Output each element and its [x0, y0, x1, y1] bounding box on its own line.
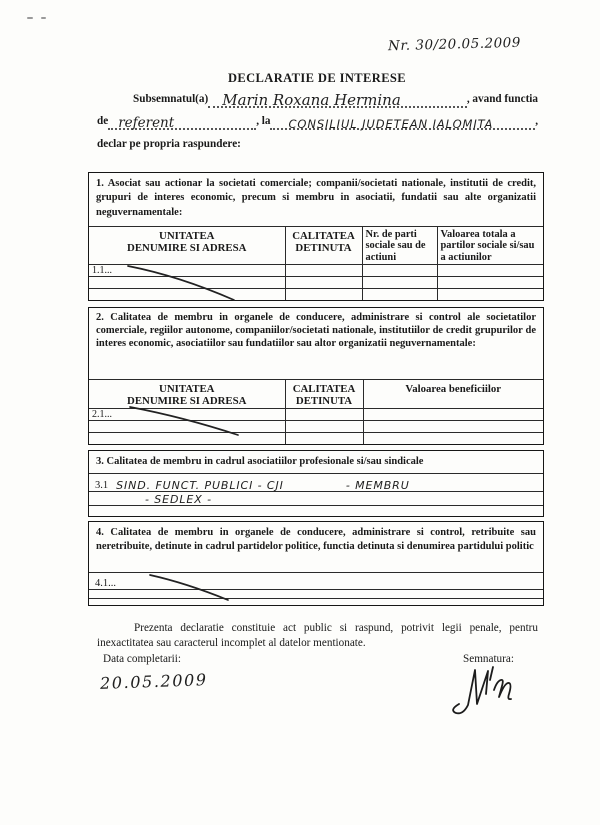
section-2-table [89, 379, 543, 444]
de-label: de [97, 114, 109, 127]
document-title: DECLARATIE DE INTERESE [227, 71, 407, 85]
row-label-cell: 2.1... [89, 408, 285, 420]
signature [445, 658, 523, 716]
header-line: DETINUTA [295, 395, 353, 408]
empty-cell [437, 264, 543, 276]
table-row [89, 432, 543, 444]
section-4-row-3 [89, 598, 543, 605]
union-entry-handwritten: SIND. FUNCT. PUBLICI - CJI [116, 479, 284, 493]
date-handwritten: 20.05.2009 [99, 670, 208, 693]
avand-functia-label: , avand functia [466, 93, 538, 105]
section-1-header-row [89, 226, 543, 264]
scan-speck [27, 17, 33, 19]
section-4-row-2 [89, 589, 543, 598]
header-cell-unitatea [89, 380, 285, 408]
empty-cell [285, 264, 362, 276]
empty-cell [437, 276, 543, 288]
empty-cell [285, 276, 362, 288]
empty-cell [362, 288, 437, 300]
signature-label: Semnatura: [463, 653, 514, 665]
empty-cell [285, 420, 363, 432]
section-4-box [88, 521, 544, 606]
empty-cell [285, 288, 362, 300]
scan-speck [41, 17, 46, 19]
union-role-handwritten: - MEMBRU [345, 479, 410, 493]
header-line: DENUMIRE SI ADRESA [127, 395, 247, 408]
section-2-heading: 2. Calitatea de membru in organele de conducere, administrare si control ale societatilor comerciale, regiilor autonome, companiilor/societati nationale, institutiilor de credit grupurilor de interes economic, asociatiilor sau fundatiilor sau altor organizatii neguvernamentale: [96, 312, 536, 349]
row-label-cell: 1.1... [89, 264, 285, 276]
institution-handwritten: CONSILIUL JUDETEAN IALOMITA [288, 116, 494, 131]
section-4-row-1 [89, 572, 543, 589]
union-name2-handwritten: - SEDLEX - [145, 493, 212, 507]
section-1-box [88, 172, 544, 301]
section-3-row-3 [89, 505, 543, 516]
declarant-name-handwritten: Marin Roxana Hermina [222, 91, 401, 109]
header-cell-nr-parti: Nr. de parti sociale sau de actiuni [362, 226, 437, 264]
header-cell-valoarea-beneficiilor: Valoarea beneficiilor [363, 380, 543, 408]
header-line: CALITATEA [292, 383, 356, 396]
section-3-row-2 [89, 491, 543, 505]
section-2-box [88, 307, 544, 445]
section-3-heading: 3. Calitatea de membru in cadrul asociatiilor profesionale si/sau sindicale [96, 456, 424, 467]
header-line: CALITATEA [292, 229, 355, 242]
subsemnatul-label: Subsemnatul(a) [133, 93, 209, 105]
section-4-heading: 4. Calitatea de membru in organele de conducere, administrare si control, retribuite sau neretribuite, detinute in cadrul partidelor politice, functia detinuta si denumirea partidului politic [96, 527, 536, 553]
intro-line-2 [97, 115, 538, 137]
declaration-lead: declar pe propria raspundere: [97, 138, 241, 150]
section-3-box [88, 450, 544, 517]
row-label: 3.1 [95, 480, 109, 492]
empty-cell [362, 264, 437, 276]
table-row [89, 420, 543, 432]
header-line: DETINUTA [295, 241, 352, 254]
trailing-comma: , [535, 114, 538, 127]
row-label: 4.1... [95, 578, 116, 589]
empty-cell [89, 276, 285, 288]
intro-line-1 [97, 93, 538, 115]
header-line: DENUMIRE SI ADRESA [127, 241, 247, 254]
empty-cell [285, 408, 363, 420]
la-label: , la [256, 114, 271, 127]
empty-cell [89, 432, 285, 444]
institution-dotted-line [270, 115, 535, 130]
header-line: UNITATEA [159, 383, 215, 396]
empty-cell [437, 288, 543, 300]
name-dotted-line [208, 93, 467, 108]
header-cell-unitatea [89, 226, 285, 264]
date-label: Data completarii: [103, 653, 181, 665]
registration-number-handwritten: Nr. 30/20.05.2009 [387, 34, 522, 55]
empty-cell [363, 408, 543, 420]
table-row [89, 264, 543, 276]
header-cell-calitatea [285, 226, 362, 264]
legal-disclaimer: Prezenta declaratie constituie act public si raspund, potrivit legii penale, pentru inexactitatea sau caracterul incomplet al datelor mentionate. [97, 622, 538, 649]
empty-cell [362, 276, 437, 288]
header-line: UNITATEA [159, 229, 215, 242]
empty-cell [89, 420, 285, 432]
table-row [89, 276, 543, 288]
empty-cell [363, 432, 543, 444]
empty-cell [285, 432, 363, 444]
section-1-table [89, 226, 543, 300]
section-2-header-row [89, 380, 543, 408]
empty-cell [89, 288, 285, 300]
table-row [89, 288, 543, 300]
function-dotted-line [108, 115, 256, 130]
table-row [89, 408, 543, 420]
intro-paragraph [97, 93, 538, 150]
section-3-row-1 [89, 473, 543, 491]
section-1-heading: 1. Asociat sau actionar la societati comerciale; companii/societati nationale, institutii de credit, grupuri de interes economic, precum si membru in asociatii, fundatii sau alte organizatii neguvernamentale: [96, 178, 536, 218]
header-cell-valoare: Valoarea totala a partilor sociale si/sau a actiunilor [437, 226, 543, 264]
header-cell-calitatea [285, 380, 363, 408]
function-handwritten: referent [118, 114, 175, 131]
empty-cell [363, 420, 543, 432]
